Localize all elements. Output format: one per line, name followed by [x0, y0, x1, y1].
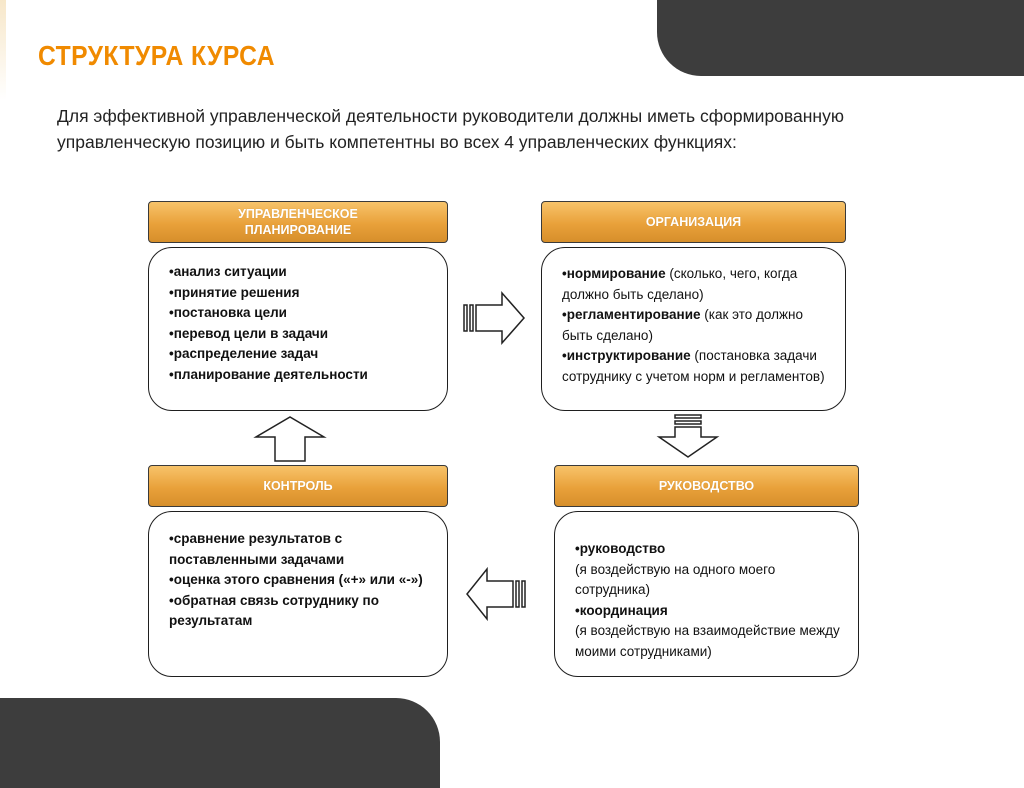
page-title: СТРУКТУРА КУРСА — [38, 40, 275, 71]
organization-box — [541, 247, 846, 411]
list-item: •инструктирование (постановка задачи сотруднику с учетом норм и регламентов) — [562, 348, 825, 384]
planning-header-line2: ПЛАНИРОВАНИЕ — [244, 223, 352, 237]
arrow-right-icon — [462, 290, 526, 346]
list-item: •оценка этого сравнения («+» или «-») — [169, 572, 423, 587]
corner-decoration-top — [657, 0, 1024, 76]
list-item: (я воздействую на одного моего сотрудника) — [575, 561, 776, 597]
list-item: •сравнение результатов с поставленными задачами — [169, 531, 345, 567]
corner-decoration-bottom — [0, 698, 440, 788]
list-item: •обратная связь сотруднику по результатам — [169, 592, 379, 628]
list-item: •постановка цели — [169, 305, 287, 320]
leadership-header: РУКОВОДСТВО — [554, 465, 859, 507]
list-item: (я воздействую на взаимодействие между моими сотрудниками) — [575, 623, 840, 659]
list-item: •координация — [575, 602, 668, 618]
list-item: •руководство — [575, 541, 666, 556]
arrow-down-icon — [656, 413, 720, 459]
arrow-left-icon — [465, 566, 527, 622]
list-item: •нормирование (сколько, чего, когда должно быть сделано) — [562, 266, 798, 302]
left-accent-bar — [0, 0, 6, 100]
planning-header-line1: УПРАВЛЕНЧЕСКОЕ — [238, 207, 358, 221]
intro-text: Для эффективной управленческой деятельности руководители должны иметь сформированную управленческую позицию и быть компетентны во всех 4 управленческих функциях: — [57, 106, 844, 152]
organization-header: ОРГАНИЗАЦИЯ — [541, 201, 846, 243]
list-item: •регламентирование (как это должно быть сделано) — [562, 307, 803, 343]
list-item: •анализ ситуации — [169, 264, 287, 279]
arrow-up-icon — [253, 415, 327, 463]
control-box — [148, 511, 448, 677]
list-item: •планирование деятельности — [169, 366, 368, 382]
planning-box — [148, 247, 448, 411]
list-item: •принятие решения — [169, 284, 300, 300]
leadership-box — [554, 511, 859, 677]
planning-header — [148, 201, 448, 243]
control-header: КОНТРОЛЬ — [148, 465, 448, 507]
list-item: •распределение задач — [169, 346, 319, 361]
list-item: •перевод цели в задачи — [169, 325, 329, 341]
